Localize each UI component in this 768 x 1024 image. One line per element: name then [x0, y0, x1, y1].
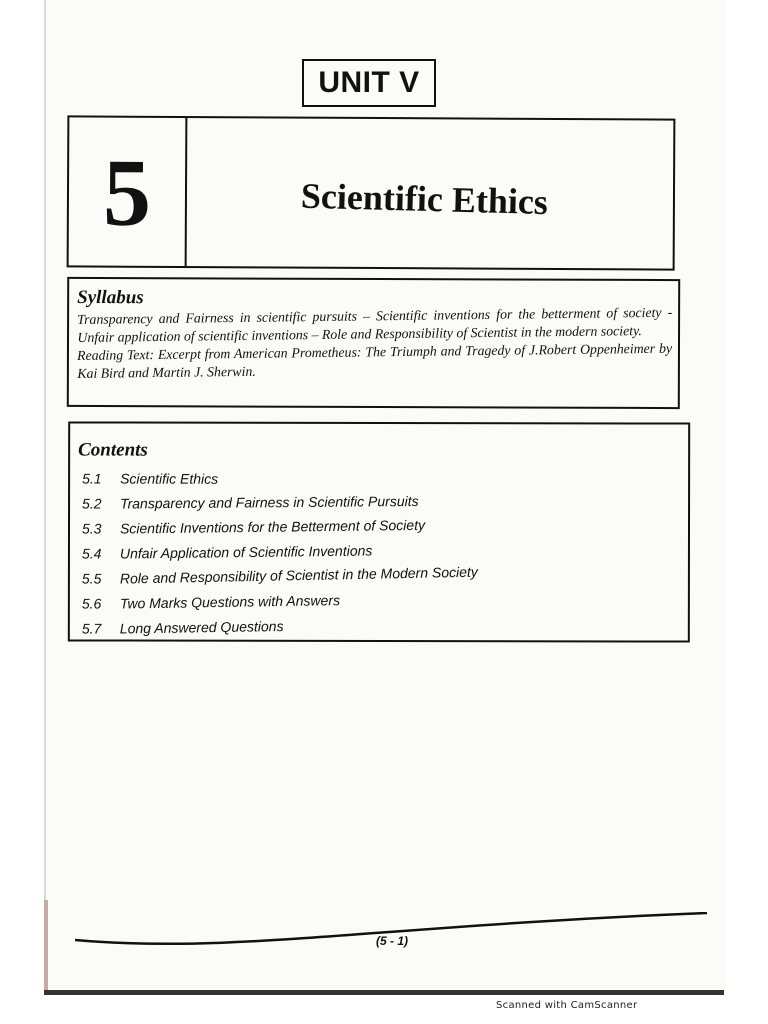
contents-item-number: 5.4	[81, 544, 102, 562]
contents-item-label: Unfair Application of Scientific Inventions	[119, 541, 373, 562]
page-bottom-edge	[44, 990, 724, 995]
contents-item-label: Transparency and Fairness in Scientific Pursuits	[119, 492, 419, 512]
contents-item-label: Scientific Inventions for the Betterment of Society	[119, 516, 426, 537]
contents-item-label: Role and Responsibility of Scientist in the Modern Society	[119, 563, 478, 587]
contents-item-number: 5.7	[81, 619, 102, 637]
syllabus-text: Transparency and Fairness in scientific pursuits – Scientific inventions for the betterment of society - Unfair application of scientific inventions – Role and Responsibility of Scientist in the modern society.	[77, 304, 673, 345]
contents-heading: Contents	[78, 439, 148, 461]
contents-item-label: Long Answered Questions	[119, 617, 284, 637]
unit-label: UNIT V	[302, 59, 436, 107]
contents-section	[68, 421, 690, 642]
scanner-watermark: Scanned with CamScanner	[496, 1000, 638, 1011]
contents-item[interactable]	[78, 615, 678, 641]
contents-item-number: 5.2	[82, 494, 102, 512]
syllabus-heading: Syllabus	[77, 286, 144, 309]
contents-item[interactable]	[78, 490, 678, 516]
contents-item-number: 5.5	[81, 569, 102, 587]
chapter-number: 5	[69, 117, 188, 266]
chapter-title: Scientific Ethics	[300, 175, 549, 223]
contents-item-label: Scientific Ethics	[120, 470, 219, 487]
contents-item-label: Two Marks Questions with Answers	[119, 591, 341, 612]
contents-item[interactable]	[78, 515, 678, 541]
contents-item[interactable]	[78, 465, 678, 491]
contents-item[interactable]	[78, 540, 678, 566]
contents-item-number: 5.6	[81, 594, 102, 612]
contents-item[interactable]	[78, 590, 678, 616]
contents-item[interactable]	[78, 565, 678, 591]
chapter-header	[67, 115, 676, 270]
reading-text: Reading Text: Excerpt from American Prometheus: The Triumph and Tragedy of J.Robert Oppenheimer by Kai Bird and Martin J. Sherwin.	[76, 340, 673, 381]
syllabus-section	[67, 277, 680, 409]
contents-item-number: 5.3	[81, 519, 102, 537]
contents-list	[78, 465, 678, 641]
page-edge	[44, 900, 48, 990]
contents-item-number: 5.1	[82, 469, 102, 487]
page-number: (5 - 1)	[376, 934, 409, 948]
